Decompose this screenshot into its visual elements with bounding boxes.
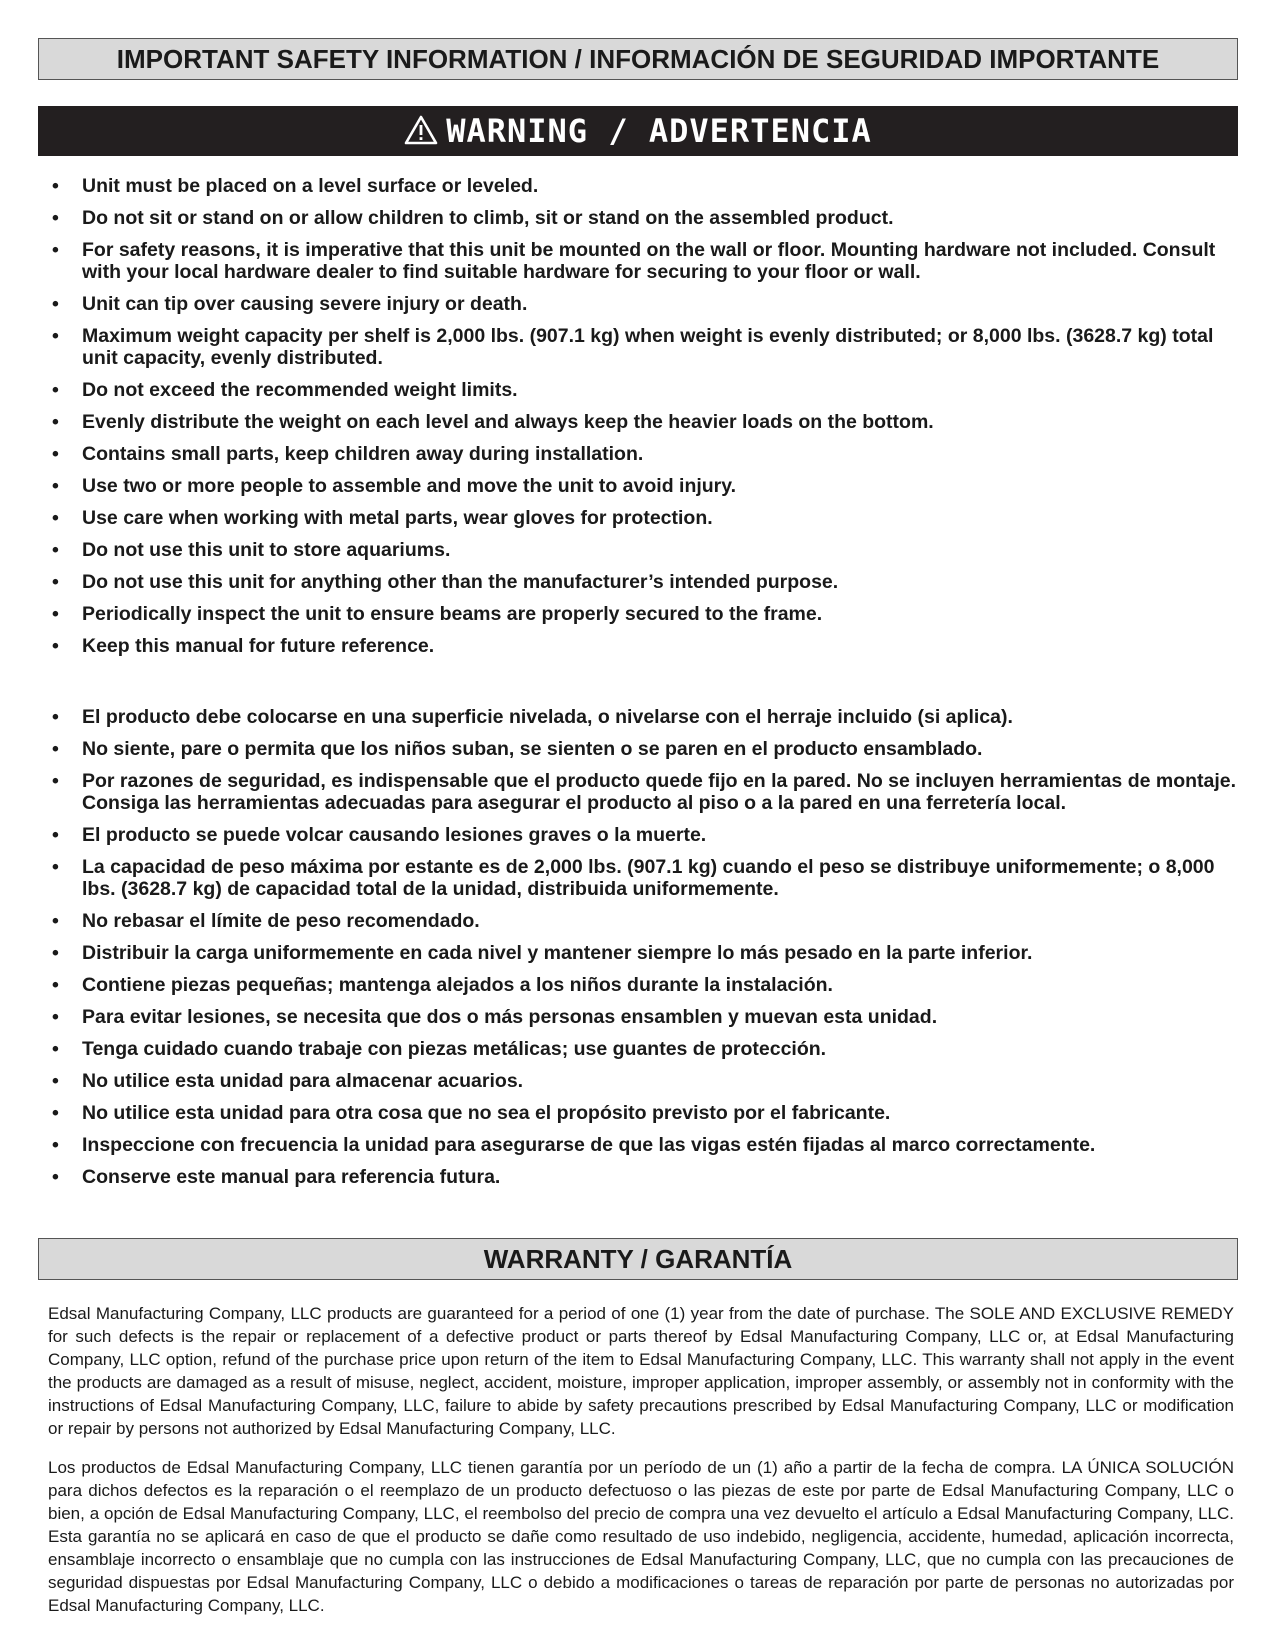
warranty-spanish-paragraph: Los productos de Edsal Manufacturing Company, LLC tienen garantía por un período de un (1) año a partir de la fecha de compra. LA ÚNICA SOLUCIÓN para dichos defectos es la reparación o el reemplazo de un producto defectuoso o las piezas de este por parte de Edsal Manufacturing Company, LLC o bien, a opción de Edsal Manufacturing Company, LLC, el reembolso del precio de compra una vez devuelto el artículo a Edsal Manufacturing Company, LLC. Esta garantía no se aplicará en caso de que el producto se dañe como resultado de uso indebido, negligencia, accidente, humedad, aplicación incorrecta, ensamblaje incorrecto o ensamblaje que no cumpla con las instrucciones de Edsal Manufacturing Company, LLC, que no cumpla con las precauciones de seguridad dispuestas por Edsal Manufacturing Company, LLC o debido a modificaciones o tareas de reparación por parte de personas no autorizadas por Edsal Manufacturing Company, LLC.	[48, 1458, 1234, 1615]
bullet-icon: •	[52, 475, 59, 497]
spanish-safety-item	[52, 1038, 1237, 1060]
safety-item-text: Unit must be placed on a level surface or leveled.	[82, 175, 539, 197]
bullet-icon: •	[52, 974, 59, 996]
bullet-icon: •	[52, 942, 59, 964]
english-safety-list	[52, 175, 1237, 667]
safety-item-text: Inspeccione con frecuencia la unidad para asegurarse de que las vigas estén fijadas al marco correctamente.	[82, 1134, 1096, 1156]
bullet-icon: •	[52, 443, 59, 465]
safety-item-text: Por razones de seguridad, es indispensable que el producto quede fijo en la pared. No se incluyen herramientas de montaje. Consiga las herramientas adecuadas para asegurar el producto al piso o a la pared en una ferretería local.	[82, 770, 1237, 814]
safety-item-text: Keep this manual for future reference.	[82, 635, 435, 657]
english-safety-item	[52, 293, 1237, 315]
safety-item-text: Use two or more people to assemble and move the unit to avoid injury.	[82, 475, 737, 497]
bullet-icon: •	[52, 603, 59, 625]
bullet-icon: •	[52, 175, 59, 197]
spanish-safety-item	[52, 856, 1237, 900]
bullet-icon: •	[52, 1102, 59, 1124]
bullet-icon: •	[52, 738, 59, 760]
english-safety-item	[52, 175, 1237, 197]
safety-item-text: Conserve este manual para referencia futura.	[82, 1166, 501, 1188]
bullet-icon: •	[52, 635, 59, 657]
safety-item-text: No utilice esta unidad para otra cosa que no sea el propósito previsto por el fabricante.	[82, 1102, 891, 1124]
spanish-safety-item	[52, 706, 1237, 728]
bullet-icon: •	[52, 770, 59, 792]
english-safety-item	[52, 475, 1237, 497]
safety-item-text: Periodically inspect the unit to ensure beams are properly secured to the frame.	[82, 603, 823, 625]
bullet-icon: •	[52, 1006, 59, 1028]
spanish-safety-item	[52, 824, 1237, 846]
warning-label: WARNING / ADVERTENCIA	[446, 112, 872, 150]
safety-item-text: El producto debe colocarse en una superficie nivelada, o nivelarse con el herraje incluido (si aplica).	[82, 706, 1013, 728]
safety-item-text: Use care when working with metal parts, wear gloves for protection.	[82, 507, 713, 529]
safety-item-text: Contiene piezas pequeñas; mantenga alejados a los niños durante la instalación.	[82, 974, 833, 996]
english-safety-item	[52, 507, 1237, 529]
spanish-safety-item	[52, 1166, 1237, 1188]
english-safety-item	[52, 239, 1237, 283]
safety-item-text: El producto se puede volcar causando lesiones graves o la muerte.	[82, 824, 707, 846]
bullet-icon: •	[52, 1166, 59, 1188]
bullet-icon: •	[52, 910, 59, 932]
spanish-safety-item	[52, 1102, 1237, 1124]
spanish-safety-item	[52, 1134, 1237, 1156]
bullet-icon: •	[52, 293, 59, 315]
safety-item-text: Do not use this unit to store aquariums.	[82, 539, 451, 561]
bullet-icon: •	[52, 411, 59, 433]
english-safety-item	[52, 603, 1237, 625]
safety-item-text: No siente, pare o permita que los niños suban, se sienten o se paren en el producto ensamblado.	[82, 738, 983, 760]
bullet-icon: •	[52, 824, 59, 846]
safety-item-text: Contains small parts, keep children away during installation.	[82, 443, 644, 465]
bullet-icon: •	[52, 571, 59, 593]
bullet-icon: •	[52, 379, 59, 401]
bullet-icon: •	[52, 507, 59, 529]
safety-item-text: Do not use this unit for anything other than the manufacturer’s intended purpose.	[82, 571, 839, 593]
spanish-safety-item	[52, 1006, 1237, 1028]
safety-item-text: Distribuir la carga uniformemente en cada nivel y mantener siempre lo más pesado en la parte inferior.	[82, 942, 1033, 964]
warning-triangle-icon	[404, 115, 438, 145]
bullet-icon: •	[52, 1134, 59, 1156]
spanish-safety-item	[52, 738, 1237, 760]
safety-item-text: Do not sit or stand on or allow children to climb, sit or stand on the assembled product.	[82, 207, 894, 229]
bullet-icon: •	[52, 207, 59, 229]
english-safety-item	[52, 379, 1237, 401]
safety-information-header: IMPORTANT SAFETY INFORMATION / INFORMACIÓN DE SEGURIDAD IMPORTANTE	[38, 38, 1238, 80]
english-safety-item	[52, 325, 1237, 369]
safety-item-text: Evenly distribute the weight on each level and always keep the heavier loads on the bottom.	[82, 411, 934, 433]
spanish-safety-list	[52, 706, 1237, 1198]
warning-banner	[38, 106, 1238, 156]
spanish-safety-item	[52, 974, 1237, 996]
english-safety-item	[52, 635, 1237, 657]
safety-item-text: La capacidad de peso máxima por estante es de 2,000 lbs. (907.1 kg) cuando el peso se distribuye uniformemente; o 8,000 lbs. (3628.7 kg) de capacidad total de la unidad, distribuida uniformemente.	[82, 856, 1215, 900]
english-safety-item	[52, 411, 1237, 433]
english-safety-item	[52, 443, 1237, 465]
safety-item-text: No utilice esta unidad para almacenar acuarios.	[82, 1070, 524, 1092]
english-safety-item	[52, 207, 1237, 229]
bullet-icon: •	[52, 856, 59, 878]
spanish-safety-item	[52, 1070, 1237, 1092]
bullet-icon: •	[52, 325, 59, 347]
bullet-icon: •	[52, 1038, 59, 1060]
safety-item-text: Do not exceed the recommended weight limits.	[82, 379, 518, 401]
bullet-icon: •	[52, 239, 59, 261]
safety-item-text: For safety reasons, it is imperative that this unit be mounted on the wall or floor. Mounting hardware not included. Consult with your local hardware dealer to find suitable hardware for securing to your floor or wall.	[82, 239, 1216, 283]
spanish-safety-item	[52, 770, 1237, 814]
safety-item-text: Maximum weight capacity per shelf is 2,000 lbs. (907.1 kg) when weight is evenly distributed; or 8,000 lbs. (3628.7 kg) total unit capacity, evenly distributed.	[82, 325, 1214, 369]
safety-item-text: Tenga cuidado cuando trabaje con piezas metálicas; use guantes de protección.	[82, 1038, 827, 1060]
bullet-icon: •	[52, 706, 59, 728]
spanish-safety-item	[52, 942, 1237, 964]
safety-item-text: Para evitar lesiones, se necesita que dos o más personas ensamblen y muevan esta unidad.	[82, 1006, 938, 1028]
warranty-english-paragraph: Edsal Manufacturing Company, LLC products are guaranteed for a period of one (1) year from the date of purchase. The SOLE AND EXCLUSIVE REMEDY for such defects is the repair or replacement of a defective product or parts thereof by Edsal Manufacturing Company, LLC or, at Edsal Manufacturing Company, LLC option, refund of the purchase price upon return of the item to Edsal Manufacturing Company, LLC. This warranty shall not apply in the event the products are damaged as a result of misuse, neglect, accident, moisture, improper application, improper assembly, or assembly not in conformity with the instructions of Edsal Manufacturing Company, LLC, failure to abide by safety precautions prescribed by Edsal Manufacturing Company, LLC or modification or repair by persons not authorized by Edsal Manufacturing Company, LLC.	[48, 1304, 1234, 1438]
english-safety-item	[52, 571, 1237, 593]
bullet-icon: •	[52, 1070, 59, 1092]
english-safety-item	[52, 539, 1237, 561]
safety-item-text: Unit can tip over causing severe injury or death.	[82, 293, 528, 315]
warranty-header: WARRANTY / GARANTÍA	[38, 1238, 1238, 1280]
spanish-safety-item	[52, 910, 1237, 932]
safety-item-text: No rebasar el límite de peso recomendado.	[82, 910, 480, 932]
bullet-icon: •	[52, 539, 59, 561]
